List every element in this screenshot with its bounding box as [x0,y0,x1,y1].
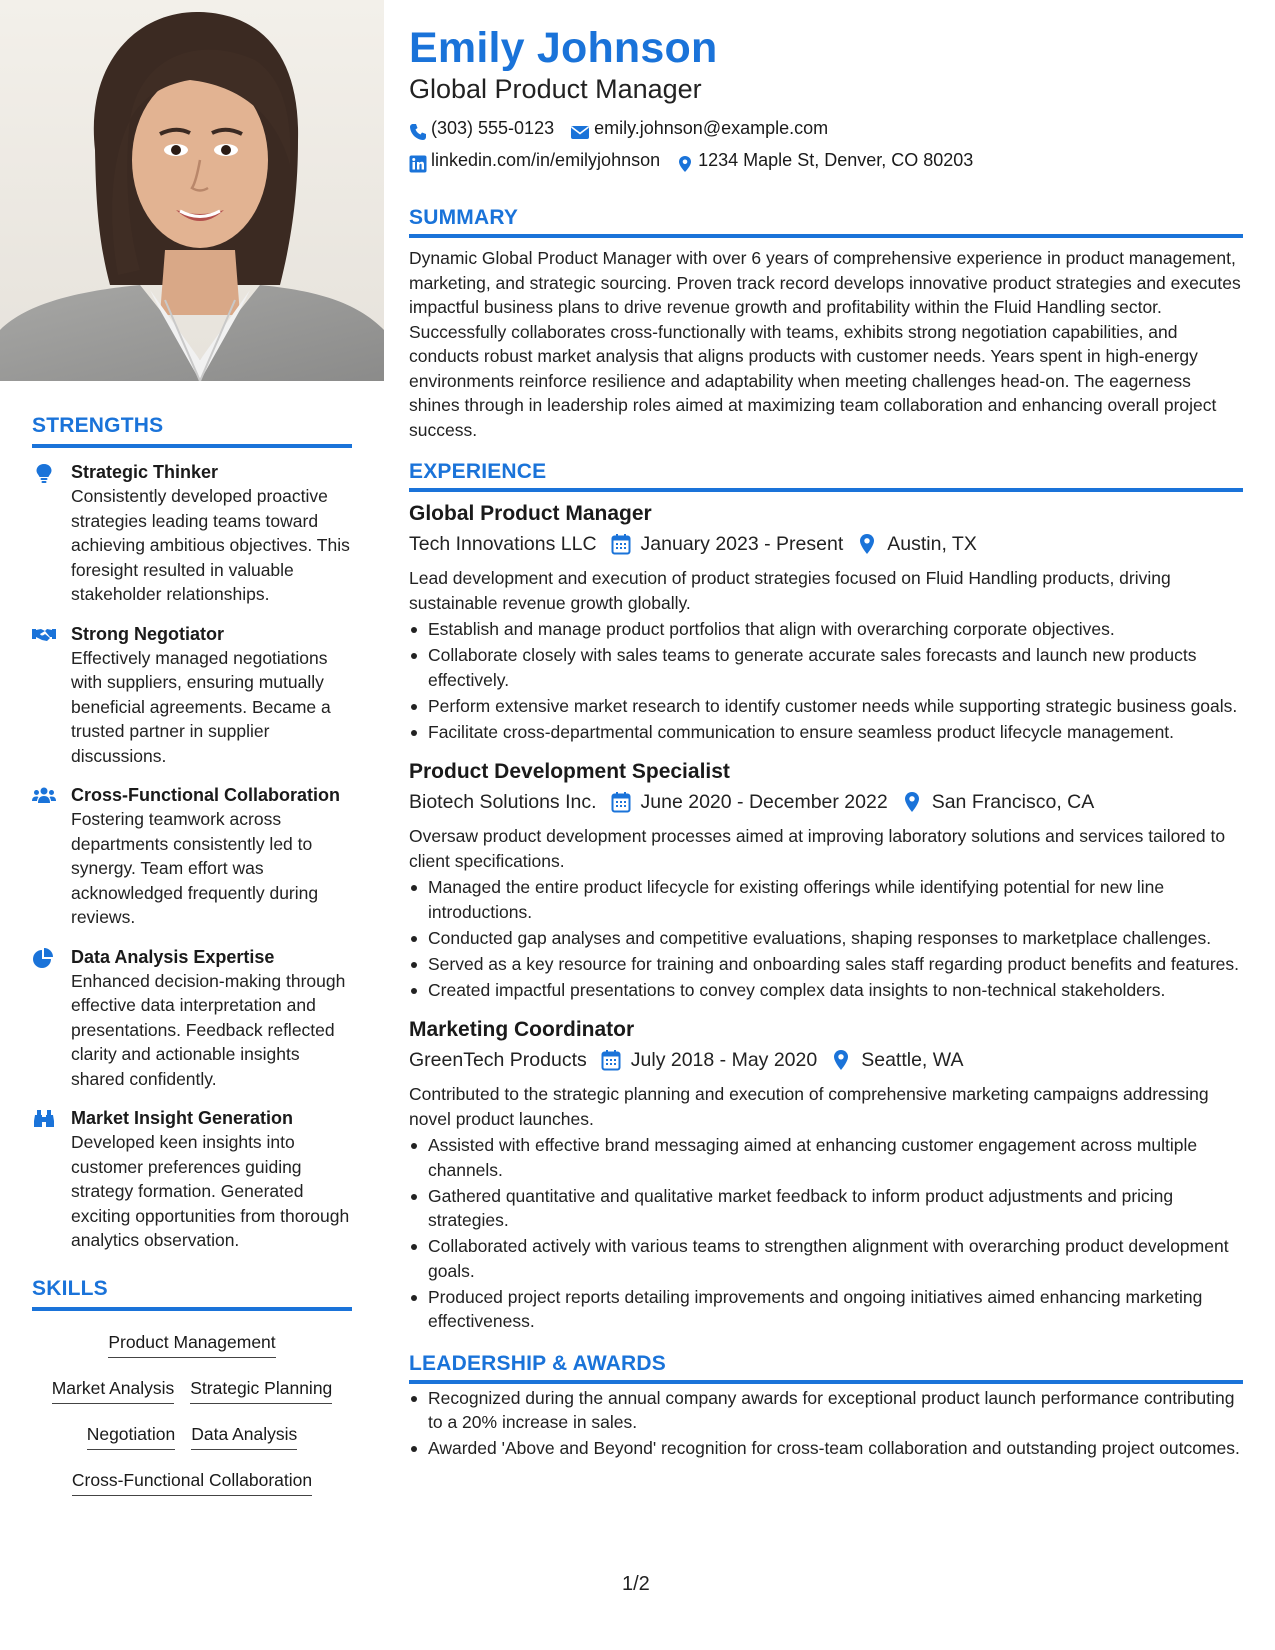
skill-tag: Product Management [108,1331,275,1358]
job-entry [409,758,1243,1002]
linkedin-icon [409,151,427,169]
job-bullet: Collaborated actively with various teams to strengthen alignment with overarching product development goals. [409,1234,1243,1283]
strength-title: Data Analysis Expertise [71,946,275,967]
job-bullet: Facilitate cross-departmental communication to ensure seamless product lifecycle management. [409,720,1243,745]
job-bullets [409,617,1243,744]
job-title: Marketing Coordinator [409,1018,635,1041]
strength-item [32,945,352,1092]
strength-desc: Enhanced decision-making through effective data interpretation and presentations. Feedback reflected clarity and actionable insights shared confidently. [71,970,346,1089]
strength-desc: Developed keen insights into customer preferences guiding strategy formation. Generated exciting opportunities from thorough analytics observation. [71,1132,350,1250]
strengths-heading: STRENGTHS [32,414,352,448]
job-bullets [409,875,1243,1002]
strength-item [32,622,352,769]
lightbulb-icon [32,463,56,483]
job-bullet: Perform extensive market research to identify customer needs while supporting strategic business goals. [409,694,1243,719]
job-location-text: Austin, TX [887,533,977,555]
skill-tag: Strategic Planning [190,1377,332,1404]
job-location [902,786,1095,818]
awards-section [409,1352,1243,1461]
job-bullet: Gathered quantitative and qualitative market feedback to inform product adjustments and pricing strategies. [409,1184,1243,1233]
summary-text: Dynamic Global Product Manager with over 6 years of comprehensive experience in product management, marketing, and strategic sourcing. Proven track record develops innovative product strategies and executes impactful business plans to drive revenue growth and profitability within the Fluid Handling sector. Successfully collaborates cross-functionally with teams, exhibits strong negotiation capabilities, and conducts robust market analysis that aligns products with customer needs. Years spent in high-energy environments reinforce resilience and adaptability when meeting challenges head-on. The eagerness shines through in leadership roles aimed at maximizing team collaboration and enhancing overall project success. [409,248,1241,440]
phone-contact[interactable] [409,112,554,144]
map-pin-icon [831,1049,851,1071]
strength-title: Cross-Functional Collaboration [71,785,341,805]
calendar-icon [611,533,631,555]
job-dates-text: July 2018 - May 2020 [630,1049,818,1071]
job-dates [611,528,844,560]
job-company: Biotech Solutions Inc. [409,791,597,813]
sidebar [0,0,384,1650]
strength-item [32,460,352,607]
handshake-icon [32,625,56,645]
job-title: Product Development Specialist [409,760,730,783]
strengths-list [32,460,352,1253]
awards-heading: LEADERSHIP & AWARDS [409,1352,1243,1384]
job-bullet: Managed the entire product lifecycle for existing offerings while identifying potential for new line introductions. [409,875,1243,924]
users-icon [32,786,56,806]
awards-list [409,1386,1243,1461]
job-dates [611,786,888,818]
profile-photo [0,0,384,381]
contact-row [409,112,1243,144]
skill-tag: Market Analysis [52,1377,175,1404]
phone-icon [409,119,427,137]
strength-desc: Fostering teamwork across departments consistently led to synergy. Team effort was acknowledged frequently during reviews. [71,809,319,927]
address-contact [676,144,973,176]
job-description: Lead development and execution of product strategies focused on Fluid Handling products, driving sustainable revenue growth globally. [409,568,1171,613]
job-location-text: San Francisco, CA [931,791,1095,813]
job-dates-text: June 2020 - December 2022 [640,791,888,813]
strength-title: Strategic Thinker [71,462,219,482]
job-bullet: Produced project reports detailing improvements and ongoing initiatives aimed enhancing marketing effectiveness. [409,1285,1243,1334]
candidate-name: Emily Johnson [409,24,718,72]
phone-text: (303) 555-0123 [431,118,555,138]
candidate-headline: Global Product Manager [409,74,702,104]
job-dates [601,1044,817,1076]
job-entry [409,1016,1243,1334]
linkedin-contact[interactable] [409,144,660,176]
strength-title: Strong Negotiator [71,623,224,644]
job-location-text: Seattle, WA [861,1049,964,1071]
job-dates-text: January 2023 - Present [640,533,844,555]
job-location [857,528,977,560]
summary-section [409,206,1243,442]
contact-block [409,112,1243,176]
job-meta [409,786,1243,818]
strength-item [32,1106,352,1253]
job-bullet: Assisted with effective brand messaging aimed at enhancing customer engagement across multiple channels. [409,1133,1243,1182]
sidebar-content [32,414,352,1507]
job-entry [409,500,1243,744]
job-company: Tech Innovations LLC [409,533,597,555]
job-location [831,1044,963,1076]
job-bullet: Conducted gap analyses and competitive evaluations, shaping responses to marketplace challenges. [409,926,1243,951]
job-title: Global Product Manager [409,502,652,525]
skills-heading: SKILLS [32,1277,352,1311]
email-contact[interactable] [570,112,828,144]
map-pin-icon [902,791,922,813]
portrait-illustration [0,0,384,381]
skills-list [32,1323,352,1507]
job-bullets [409,1133,1243,1334]
map-pin-icon [676,151,694,169]
strength-item [32,783,352,930]
award-item: Recognized during the annual company awards for exceptional product launch performance contributing to a 20% increase in sales. [409,1386,1243,1435]
job-bullet: Establish and manage product portfolios that align with overarching corporate objectives. [409,617,1243,642]
job-company: GreenTech Products [409,1049,587,1071]
job-meta [409,1044,1243,1076]
address-text: 1234 Maple St, Denver, CO 80203 [698,150,974,170]
pie-chart-icon [32,948,56,968]
linkedin-text: linkedin.com/in/emilyjohnson [431,150,661,170]
job-bullet: Collaborate closely with sales teams to generate accurate sales forecasts and launch new products effectively. [409,643,1243,692]
skill-tag: Data Analysis [191,1423,297,1450]
experience-heading: EXPERIENCE [409,460,1243,492]
job-description: Oversaw product development processes aimed at improving laboratory solutions and services tailored to client specifications. [409,826,1226,871]
experience-section [409,460,1243,1334]
job-meta [409,528,1243,560]
strength-desc: Consistently developed proactive strategies leading teams toward achieving ambitious objectives. This foresight resulted in valuable stakeholder relationships. [71,486,350,604]
calendar-icon [611,791,631,813]
job-bullet: Served as a key resource for training and onboarding sales staff regarding product benefits and features. [409,952,1243,977]
job-bullet: Created impactful presentations to convey complex data insights to non-technical stakeholders. [409,978,1243,1003]
skill-tag: Cross-Functional Collaboration [72,1469,312,1496]
contact-row [409,144,1243,176]
calendar-icon [601,1049,621,1071]
strength-title: Market Insight Generation [71,1108,294,1128]
page-number: 1/2 [622,1573,650,1595]
envelope-icon [570,119,590,137]
award-item: Awarded 'Above and Beyond' recognition for cross-team collaboration and outstanding project outcomes. [409,1436,1243,1461]
email-text: emily.johnson@example.com [594,118,829,138]
summary-heading: SUMMARY [409,206,1243,238]
skill-tag: Negotiation [87,1423,176,1450]
job-description: Contributed to the strategic planning and execution of comprehensive marketing campaigns addressing novel product launches. [409,1084,1209,1129]
strength-desc: Effectively managed negotiations with suppliers, ensuring mutually beneficial agreements. Became a trusted partner in supplier discussions. [71,647,331,766]
main-content [409,22,1243,1462]
binoculars-icon [32,1109,56,1129]
map-pin-icon [857,533,877,555]
